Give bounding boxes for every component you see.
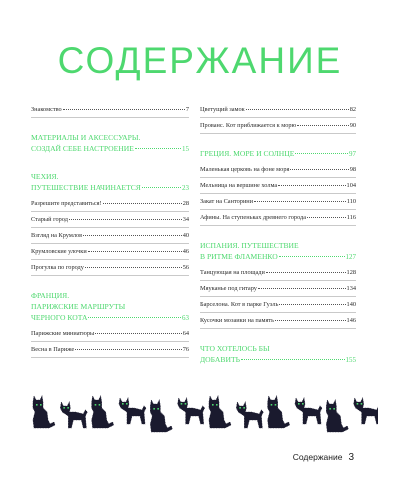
toc-entry [200, 122, 356, 134]
dot-leader [95, 333, 181, 334]
toc-entry-page: 134 [346, 285, 356, 292]
cat-body [119, 398, 146, 424]
toc-entry-title: Танцующая на площади [200, 269, 265, 276]
toc-entry-title: Мельница на вершине холма [200, 182, 278, 189]
toc-entry-page: 34 [182, 216, 189, 223]
toc-entry-page: 110 [346, 198, 356, 205]
toc-entry-page: 104 [346, 182, 356, 189]
toc-entry-page: 90 [349, 122, 356, 129]
toc-right-column [200, 106, 356, 372]
dot-leader [69, 219, 182, 220]
cat-eye [302, 403, 304, 405]
toc-entry [200, 198, 356, 210]
toc-entry-page: 116 [346, 214, 356, 221]
cross-stitch-cat-icon [33, 396, 55, 428]
toc-entry-page: 128 [346, 269, 356, 276]
dot-leader [279, 304, 345, 305]
cat-eye [357, 403, 359, 405]
cat-body [236, 402, 263, 428]
section-page: 63 [182, 314, 189, 322]
toc-entry-page: 140 [346, 301, 356, 308]
toc-entry-title: Взгляд на Крумлов [31, 232, 83, 239]
dot-leader [307, 217, 346, 218]
cat-eye [361, 403, 363, 405]
dot-leader [88, 251, 182, 252]
dot-leader [241, 359, 345, 360]
cat-body [33, 396, 55, 428]
cat-eye [36, 404, 38, 406]
cross-stitch-cat-icon [268, 396, 290, 428]
dot-leader [278, 185, 345, 186]
toc-entry-page: 76 [182, 346, 189, 353]
cross-stitch-cats-border [26, 388, 378, 438]
dot-leader [103, 203, 182, 204]
section-title-line: МАТЕРИАЛЫ И АКСЕССУАРЫ. [31, 133, 141, 142]
dot-leader [88, 317, 181, 318]
cross-stitch-cat-icon [326, 400, 348, 432]
cat-body [150, 400, 172, 432]
section-title-line: ПАРИЖСКИЕ МАРШРУТЫ [31, 302, 126, 311]
toc-entry-title: Крумловские улочки [31, 248, 87, 255]
toc-section-heading [31, 290, 189, 324]
dot-leader [266, 272, 346, 273]
page-footer [293, 452, 354, 463]
dot-leader [142, 187, 181, 188]
toc-entry [200, 317, 356, 329]
toc-entry-page: 146 [346, 317, 356, 324]
dot-leader [297, 125, 348, 126]
toc-entry-page: 56 [182, 264, 189, 271]
cat-eye [40, 404, 42, 406]
toc-left-column [31, 106, 189, 362]
toc-entry [200, 214, 356, 226]
dot-leader [254, 201, 346, 202]
toc-entry-page: 28 [182, 200, 189, 207]
cat-eye [216, 404, 218, 406]
section-title-line: ЧЕХИЯ. [31, 172, 59, 181]
dot-leader [258, 288, 346, 289]
toc-entry-title: Мяуканье под гитару [200, 285, 257, 292]
cat-eye [271, 404, 273, 406]
cross-stitch-cat-icon [119, 398, 146, 424]
cat-eye [181, 403, 183, 405]
toc-entry-title: Прованс. Кот приближается к морю [200, 122, 297, 129]
toc-entry-title: Барселона. Кот в парке Гуэль [200, 301, 279, 308]
cat-body [354, 398, 378, 424]
cross-stitch-cat-icon [150, 400, 172, 432]
dot-leader [290, 169, 348, 170]
cat-body [92, 396, 114, 428]
cat-eye [239, 407, 241, 409]
section-title-line: ДОБАВИТЬ [200, 355, 240, 364]
cross-stitch-cat-icon [178, 398, 205, 424]
toc-entry-title: Закат на Санторини [200, 198, 254, 205]
toc-section-heading [31, 132, 189, 155]
toc-entry [31, 232, 189, 244]
cat-eye [63, 407, 65, 409]
dot-leader [75, 349, 182, 350]
toc-entry-title: Разрешите представиться! [31, 200, 102, 207]
section-title-line: ГРЕЦИЯ. МОРЕ И СОЛНЦЕ [200, 149, 295, 158]
toc-entry [31, 216, 189, 228]
toc-entry [31, 264, 189, 276]
toc-section-heading [31, 171, 189, 194]
dot-leader [246, 109, 349, 110]
toc-entry [200, 106, 356, 118]
page-number: 3 [348, 452, 354, 463]
dot-leader [135, 148, 181, 149]
toc-entry-title: Цветущий замок [200, 106, 245, 113]
cat-body [268, 396, 290, 428]
toc-entry-page: 7 [185, 106, 189, 113]
toc-entry [31, 248, 189, 260]
toc-entry [200, 301, 356, 313]
page-title: СОДЕРЖАНИЕ [57, 40, 343, 81]
cross-stitch-cat-icon [354, 398, 378, 424]
section-title-line: В РИТМЕ ФЛАМЕНКО [200, 252, 278, 261]
toc-entry-title: Маленькая церковь на фоне моря [200, 166, 290, 173]
dot-leader [85, 267, 182, 268]
dot-leader [295, 153, 348, 154]
cat-eye [122, 403, 124, 405]
cat-eye [153, 408, 155, 410]
footer-label: Содержание [292, 452, 343, 462]
toc-entry-title: Прогулка по городу [31, 264, 84, 271]
toc-entry [31, 330, 189, 342]
cross-stitch-cat-icon [209, 396, 231, 428]
toc-entry [31, 200, 189, 212]
cat-eye [298, 403, 300, 405]
toc-entry-page: 40 [182, 232, 189, 239]
cross-stitch-cat-icon [295, 398, 322, 424]
section-title-line: ЧТО ХОТЕЛОСЬ БЫ [200, 344, 270, 353]
cat-eye [99, 404, 101, 406]
section-title-line: ФРАНЦИЯ. [31, 291, 70, 300]
cat-eye [126, 403, 128, 405]
cross-stitch-cat-icon [60, 402, 87, 428]
section-title-line: ПУТЕШЕСТВИЕ НАЧИНАЕТСЯ [31, 183, 141, 192]
cross-stitch-cat-icon [236, 402, 263, 428]
section-page: 23 [182, 184, 189, 192]
toc-entry-page: 64 [182, 330, 189, 337]
cat-eye [157, 408, 159, 410]
toc-entry [200, 166, 356, 178]
toc-entry-title: Весна в Париже [31, 346, 75, 353]
cat-eye [243, 407, 245, 409]
cat-body [60, 402, 87, 428]
section-page: 155 [345, 356, 356, 364]
dot-leader [279, 256, 345, 257]
cat-eye [67, 407, 69, 409]
toc-entry-title: Знакомство [31, 106, 62, 113]
toc-entry [200, 285, 356, 297]
dot-leader [275, 320, 346, 321]
section-page: 97 [349, 150, 356, 158]
toc-entry [31, 106, 189, 118]
section-title-line: ЧЕРНОГО КОТА [31, 313, 88, 322]
toc-entry-title: Старый город [31, 216, 68, 223]
cat-eye [95, 404, 97, 406]
dot-leader [63, 109, 185, 110]
cat-eye [329, 408, 331, 410]
cat-body [326, 400, 348, 432]
toc-entry-page: 82 [349, 106, 356, 113]
section-page: 127 [345, 253, 356, 261]
toc-entry-page: 46 [182, 248, 189, 255]
cat-eye [333, 408, 335, 410]
cat-body [178, 398, 205, 424]
toc-entry [31, 346, 189, 358]
toc-entry-title: Парижские миниатюры [31, 330, 95, 337]
toc-section-heading [200, 343, 356, 366]
toc-entry [200, 182, 356, 194]
cat-body [209, 396, 231, 428]
cross-stitch-cat-icon [92, 396, 114, 428]
section-title-line: СОЗДАЙ СЕБЕ НАСТРОЕНИЕ [31, 144, 134, 153]
toc-entry [200, 269, 356, 281]
toc-section-heading [200, 240, 356, 263]
section-title-line: ИСПАНИЯ. ПУТЕШЕСТВИЕ [200, 241, 299, 250]
cat-eye [275, 404, 277, 406]
dot-leader [83, 235, 182, 236]
cat-body [295, 398, 322, 424]
section-page: 15 [182, 145, 189, 153]
toc-entry-title: Афины. На ступеньках древнего города [200, 214, 307, 221]
cat-eye [185, 403, 187, 405]
cat-eye [212, 404, 214, 406]
toc-section-heading [200, 148, 356, 160]
toc-entry-title: Кусочки мозаики на память [200, 317, 275, 324]
toc-entry-page: 98 [349, 166, 356, 173]
